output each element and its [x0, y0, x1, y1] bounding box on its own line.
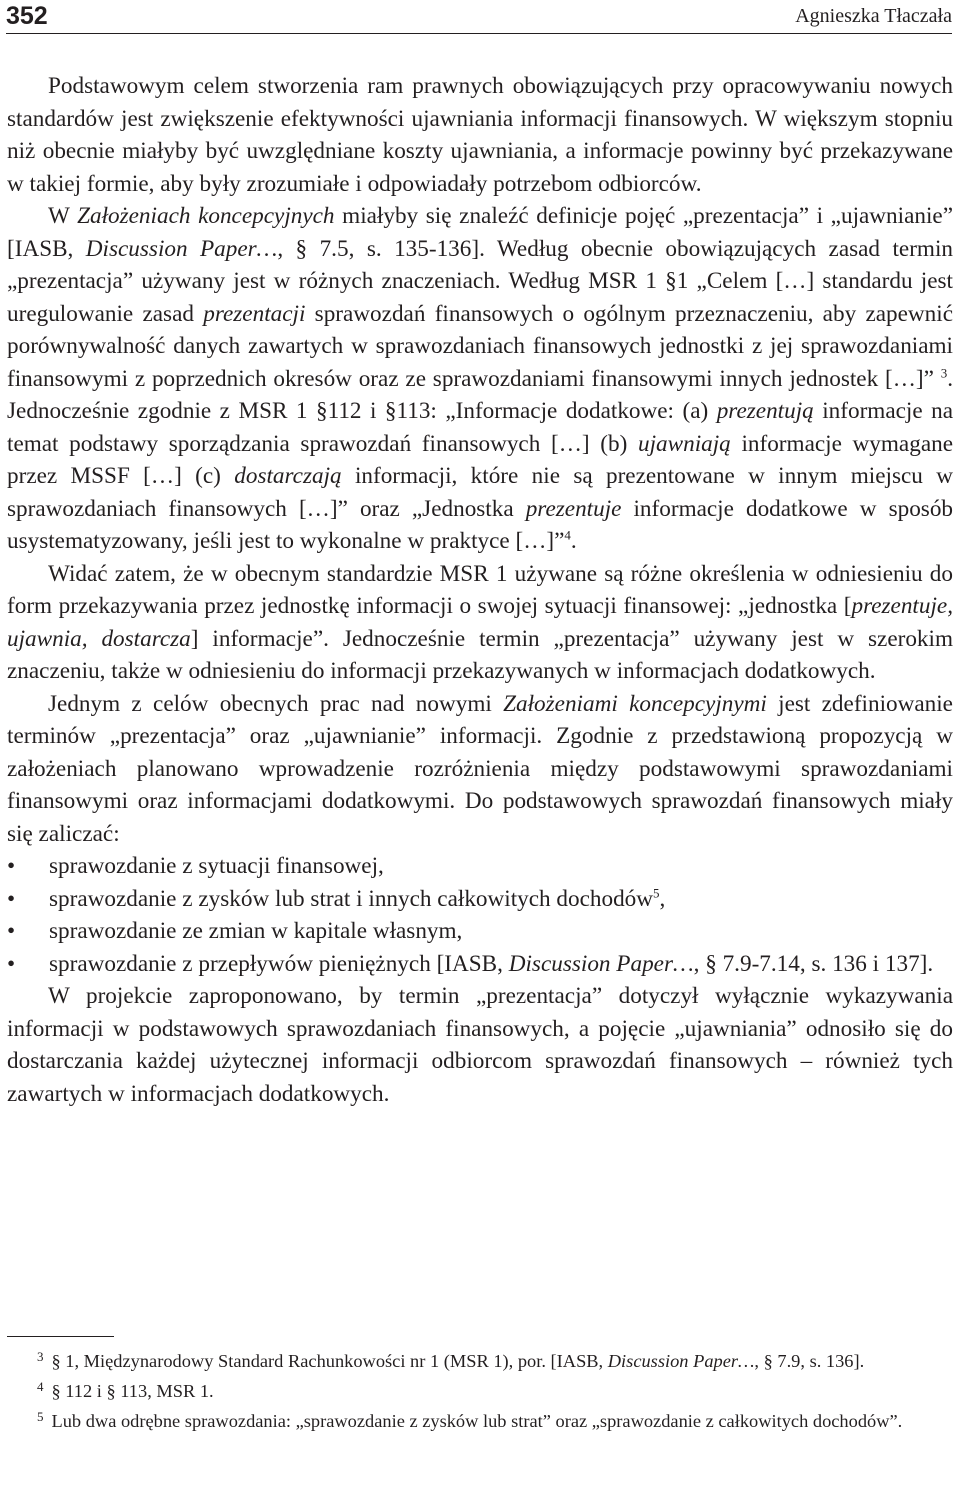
text-run: . [570, 528, 577, 554]
text-run: sprawozdanie z sytuacji finansowej, [49, 853, 384, 879]
page-header [6, 0, 952, 34]
text-run: informacje na temat podstawy sporządzania sprawozdań finansowych […] (b) [7, 398, 954, 457]
text-run: § 112 i § 113, MSR 1. [51, 1381, 214, 1401]
page-number: 352 [6, 2, 48, 30]
text-run: W projekcie zaproponowano, by termin „prezentacja” dotyczył wyłącznie wykazywania informacji w podstawowych sprawozdaniach finansowych, a pojęcie „ujawniania” odnosiło się do dostarczania każdej użytecznej informacji odbiorcom sprawozdań finansowych – również tych zawartych w informacjach dodatkowych. [7, 983, 953, 1107]
italic-term: prezentacji [203, 300, 306, 327]
paragraph-4 [7, 688, 953, 851]
body-text [7, 70, 953, 1110]
text-run: ] informacje”. Jednocześnie termin „prezentacja” używany jest w szerokim znaczeniu, także w odniesieniu do informacji przekazywanych w informacjach dodatkowych. [7, 625, 953, 684]
paragraph-3 [7, 558, 953, 688]
text-run: Podstawowym celem stworzenia ram prawnych obowiązujących przy opracowywaniu nowych standardów jest zwiększenie efektywności ujawniania informacji finansowych. W większym stopniu niż obecnie miałyby być uwzględniane koszty ujawniania, a informacje powinny być przekazywane w takiej formie, aby były zrozumiałe i odpowiadały potrzebom odbiorców. [7, 73, 953, 197]
footnote-number: 5 [37, 1409, 44, 1424]
text-run: sprawozdanie z przepływów pieniężnych [IASB, [49, 950, 509, 977]
text-run: Widać zatem, że w obecnym standardzie MSR 1 używane są różne określenia w odniesieniu do form przekazywania przez jednostkę informacji o swojej sytuacji finansowej: „jednostka [ [7, 560, 953, 619]
text-run: sprawozdanie ze zmian w kapitale własnym, [49, 918, 463, 944]
footnote-3 [7, 1347, 953, 1377]
list-item [7, 850, 953, 883]
text-run: Jednym z celów obecnych prac nad nowymi [48, 690, 504, 717]
footnote-number: 4 [37, 1379, 44, 1394]
text-run: , § 7.5, s. 135-136]. Według obecnie obowiązujących zasad termin „prezentacja” używany jest w różnych znaczeniach. Według MSR 1 §1 „Celem […] standardu jest uregulowanie zasad [7, 235, 953, 327]
footnote-5 [7, 1407, 953, 1437]
paragraph-1 [7, 70, 953, 200]
italic-term: prezentuje, ujawnia, dostarcza [7, 593, 953, 652]
bullet-icon: • [7, 853, 16, 879]
footnote-separator [7, 1336, 114, 1337]
bullet-icon: • [7, 885, 16, 912]
text-run: sprawozdań finansowych o ogólnym przeznaczeniu, aby zapewnić porównywalność danych zawartych w sprawozdaniach finansowych jednostki z jej sprawozdaniami finansowymi z poprzednich okresów oraz ze sprawozdaniami finansowymi innych jednostek […]” [7, 300, 953, 392]
text-run: sprawozdanie z zysków lub strat i innych całkowitych dochodów [49, 885, 654, 912]
footnote-4 [7, 1377, 953, 1407]
text-run: , [659, 885, 666, 912]
text-run: § 1, Międzynarodowy Standard Rachunkowości nr 1 (MSR 1), por. [IASB, [51, 1351, 608, 1371]
text-run: W [48, 203, 78, 229]
footnotes [7, 1347, 953, 1437]
list-item [7, 883, 953, 916]
italic-term: Założeniach koncepcyjnych [77, 203, 335, 229]
italic-citation-title: Discussion Paper… [607, 1351, 755, 1371]
footnote-ref-4[interactable]: 4 [564, 527, 571, 543]
text-run: Lub dwa odrębne sprawozdania: „sprawozdanie z zysków lub strat” oraz „sprawozdanie z całkowitych dochodów”. [51, 1411, 903, 1431]
footnote-ref-5[interactable]: 5 [653, 884, 660, 900]
italic-term: Założeniami koncepcyjnymi [503, 690, 767, 717]
statements-list [7, 850, 953, 980]
text-run: informacje dodatkowe w sposób usystematyzowany, jeśli jest to wykonalne w praktyce […]” [7, 495, 954, 554]
list-item [7, 948, 953, 981]
text-run: informacji, które nie są prezentowane w innym miejscu w sprawozdaniach finansowych […]” oraz „Jednostka [7, 463, 953, 522]
list-item [7, 915, 953, 948]
bullet-icon: • [7, 918, 16, 944]
italic-citation-title: Discussion Paper… [85, 235, 278, 262]
text-run: informacje wymagane przez MSSF […] (c) [7, 430, 953, 489]
text-run: miałyby się znaleźć definicje pojęć „prezentacja” i „ujawnianie” [IASB, [7, 203, 953, 262]
italic-citation-title: Discussion Paper… [508, 950, 694, 977]
footnote-number: 3 [37, 1349, 44, 1364]
text-run: , § 7.9, s. 136]. [754, 1351, 865, 1371]
italic-term: ujawniają [638, 430, 731, 457]
paragraph-2 [7, 200, 953, 558]
footnote-ref-3[interactable]: 3 [940, 364, 948, 380]
text-run: , § 7.9-7.14, s. 136 i 137]. [693, 950, 934, 977]
italic-term: prezentują [716, 398, 814, 424]
paragraph-5 [7, 980, 953, 1110]
text-run: jest zdefiniowanie terminów „prezentacja” oraz „ujawnianie” informacji. Zgodnie z przedstawioną propozycją w założeniach planowano wprowadzenie rozróżnienia między podstawowymi sprawozdaniami finansowymi oraz informacjami dodatkowymi. Do podstawowych sprawozdań finansowych miały się zaliczać: [7, 690, 953, 847]
bullet-icon: • [7, 950, 16, 977]
italic-term: prezentuje [525, 495, 622, 522]
text-run: . Jednocześnie zgodnie z MSR 1 §112 i §113: „Informacje dodatkowe: (a) [7, 365, 953, 424]
running-head-author: Agnieszka Tłaczała [795, 5, 952, 27]
italic-term: dostarczają [234, 463, 342, 489]
